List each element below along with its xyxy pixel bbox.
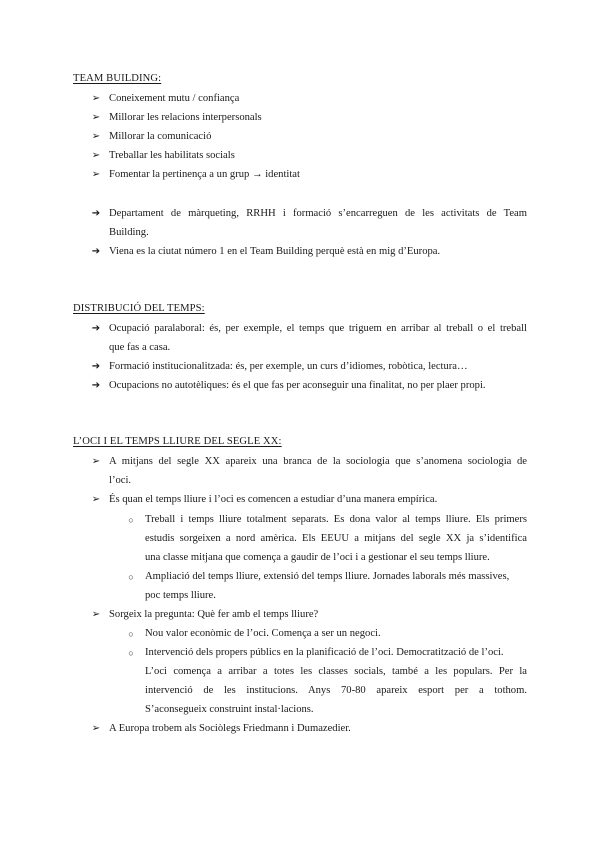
arrow-bullet-icon: ➔: [91, 361, 101, 372]
section-heading-distribucio: DISTRIBUCIÓ DEL TEMPS:: [73, 303, 205, 314]
note-line: Viena es la ciutat número 1 en el Team Building perquè està en mig d’Europa.: [109, 246, 441, 257]
arrowhead-bullet-icon: ➢: [91, 112, 101, 123]
arrowhead-bullet-icon: ➢: [91, 150, 101, 161]
arrowhead-bullet-icon: ➢: [91, 494, 101, 505]
arrowhead-bullet-icon: ➢: [91, 723, 101, 734]
list-item: Fomentar la pertinença a un grup → identitat: [109, 169, 300, 180]
sub-item-line: L’oci comença a arribar a totes les classes socials, també a les populars. Per la: [145, 666, 527, 677]
sub-item-line: intervenció de les institucions. Anys 70-80 apareix esport per a tothom.: [145, 685, 527, 696]
sub-item-line: Ampliació del temps lliure, extensió del temps lliure. Jornades laborals més massives,: [145, 571, 510, 582]
circle-bullet-icon: ○: [128, 629, 134, 639]
list-item-line: Sorgeix la pregunta: Què fer amb el temps lliure?: [109, 609, 319, 620]
list-item-line: que fas a casa.: [109, 342, 171, 353]
section-heading-team-building: TEAM BUILDING:: [73, 73, 162, 84]
arrowhead-bullet-icon: ➢: [91, 169, 101, 180]
list-item: Coneixement mutu / confiança: [109, 93, 240, 104]
circle-bullet-icon: ○: [128, 648, 134, 658]
list-item-line: Ocupacions no autotèliques: és el que fas per aconseguir una finalitat, no per plaer propi.: [109, 380, 486, 391]
list-item-line: A Europa trobem als Sociòlegs Friedmann i Dumazedier.: [109, 723, 351, 734]
arrowhead-bullet-icon: ➢: [91, 93, 101, 104]
arrow-bullet-icon: ➔: [91, 246, 101, 257]
sub-item-line: Nou valor econòmic de l’oci. Comença a ser un negoci.: [145, 628, 381, 639]
sub-item-line: Intervenció dels propers públics en la planificació de l’oci. Democratització de l’oci.: [145, 647, 504, 658]
list-item-line: A mitjans del segle XX apareix una branca de la sociologia que s’anomena sociologia de: [109, 456, 527, 467]
list-item-line: Ocupació paralaboral: és, per exemple, el temps que triguem en arribar al treball o el treball: [109, 323, 527, 334]
list-item: Treballar les habilitats socials: [109, 150, 235, 161]
list-item: Millorar la comunicació: [109, 131, 212, 142]
sub-item-line: una classe mitjana que comença a gaudir de l’oci i a gestionar el seu temps lliure.: [145, 552, 490, 563]
circle-bullet-icon: ○: [128, 572, 134, 582]
arrow-bullet-icon: ➔: [91, 323, 101, 334]
arrowhead-bullet-icon: ➢: [91, 131, 101, 142]
list-item: Millorar les relacions interpersonals: [109, 112, 262, 123]
sub-item-line: S’aconsegueix construint instal·lacions.: [145, 704, 314, 715]
arrowhead-bullet-icon: ➢: [91, 456, 101, 467]
circle-bullet-icon: ○: [128, 515, 134, 525]
arrow-bullet-icon: ➔: [91, 208, 101, 219]
arrow-bullet-icon: ➔: [91, 380, 101, 391]
list-item-line: És quan el temps lliure i l’oci es comencen a estudiar d’una manera empírica.: [109, 494, 438, 505]
note-line: Building.: [109, 227, 149, 238]
sub-item-line: poc temps lliure.: [145, 590, 216, 601]
list-item-line: Formació institucionalitzada: és, per exemple, un curs d’idiomes, robòtica, lectura…: [109, 361, 468, 372]
note-line: Departament de màrqueting, RRHH i formació s’encarreguen de les activitats de Team: [109, 208, 527, 219]
section-heading-oci: L’OCI I EL TEMPS LLIURE DEL SEGLE XX:: [73, 436, 282, 447]
arrowhead-bullet-icon: ➢: [91, 609, 101, 620]
sub-item-line: estudis sorgeixen a nord amèrica. Els EEUU a mitjans del segle XX ja s’identifica: [145, 533, 527, 544]
sub-item-line: Treball i temps lliure totalment separats. Es dona valor al temps lliure. Els primers: [145, 514, 527, 525]
list-item-line: l’oci.: [109, 475, 132, 486]
